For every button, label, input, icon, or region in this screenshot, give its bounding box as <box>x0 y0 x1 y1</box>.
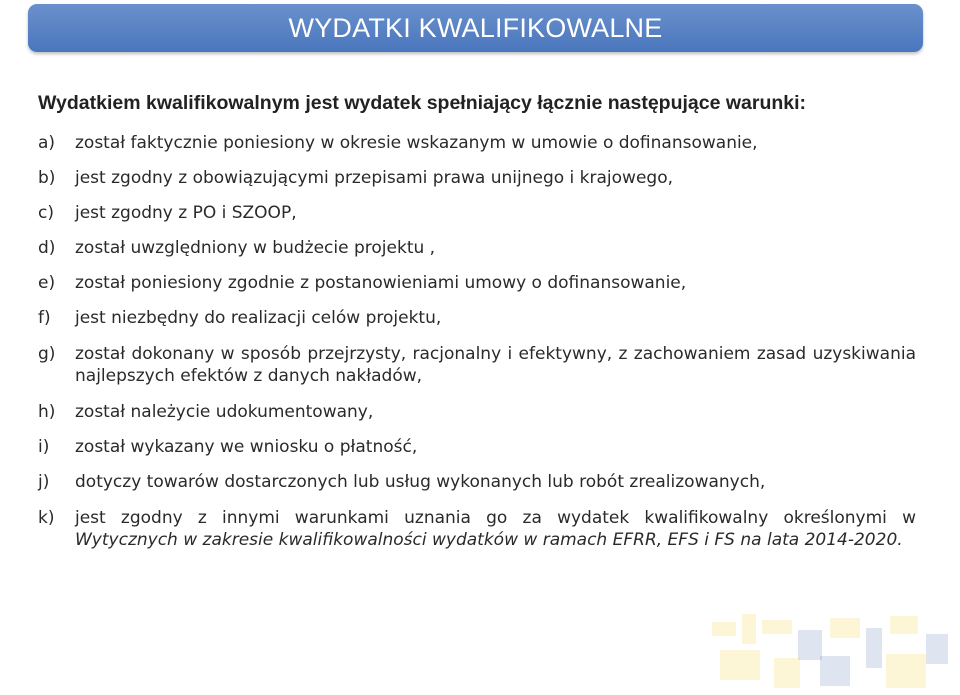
item-letter: b) <box>38 168 56 188</box>
item-text: jest zgodny z obowiązującymi przepisami prawa unijnego i krajowego, <box>75 168 673 188</box>
list-item <box>38 308 916 328</box>
list-item <box>38 273 916 293</box>
item-text: został faktycznie poniesiony w okresie wskazanym w umowie o dofinansowanie, <box>75 133 758 153</box>
item-letter: f) <box>38 308 51 328</box>
list-item <box>38 343 916 387</box>
list-item <box>38 168 916 188</box>
intro-text: Wydatkiem kwalifikowalnym jest wydatek spełniający łącznie następujące warunki: <box>38 92 807 114</box>
item-letter: i) <box>38 437 50 457</box>
flag-piece <box>820 656 850 686</box>
item-letter: d) <box>38 238 56 258</box>
item-text <box>75 507 916 551</box>
flag-piece <box>866 628 882 668</box>
flag-piece <box>742 614 756 644</box>
title-bar <box>28 4 923 52</box>
item-text: został należycie udokumentowany, <box>75 402 374 422</box>
item-letter: a) <box>38 133 56 153</box>
item-letter: e) <box>38 273 56 293</box>
flag-piece <box>720 650 760 680</box>
item-letter: j) <box>38 472 50 492</box>
flag-piece <box>926 634 948 664</box>
list-item <box>38 133 916 153</box>
item-text: jest niezbędny do realizacji celów projektu, <box>75 308 442 328</box>
list-item <box>38 402 916 422</box>
flag-piece <box>798 630 822 660</box>
item-letter: c) <box>38 203 54 223</box>
item-letter: h) <box>38 402 56 422</box>
flag-piece <box>712 622 736 636</box>
flag-piece <box>886 654 926 688</box>
item-text: został dokonany w sposób przejrzysty, racjonalny i efektywny, z zachowaniem zasad uzyskiwania najlepszych efektów z danych nakładów, <box>75 344 916 386</box>
item-letter: k) <box>38 508 55 528</box>
flag-piece <box>762 620 792 634</box>
list-item <box>38 507 916 551</box>
item-text: jest zgodny z PO i SZOOP, <box>75 203 297 223</box>
flag-piece <box>830 618 860 638</box>
flag-piece <box>774 658 800 688</box>
item-text: został uwzględniony w budżecie projektu , <box>75 238 436 258</box>
item-text: dotyczy towarów dostarczonych lub usług wykonanych lub robót zrealizowanych, <box>75 472 766 492</box>
item-text: został wykazany we wniosku o płatność, <box>75 437 418 457</box>
item-text: został poniesiony zgodnie z postanowieniami umowy o dofinansowanie, <box>75 273 687 293</box>
conditions-list <box>38 133 916 566</box>
list-item <box>38 238 916 258</box>
item-text-italic: Wytycznych w zakresie kwalifikowalności wydatków w ramach EFRR, EFS i FS na lata 2014-2020. <box>75 530 903 550</box>
item-text-plain: jest zgodny z innymi warunkami uznania go za wydatek kwalifikowalny określonymi w <box>75 508 916 528</box>
eu-flag-decoration-icon <box>690 610 960 695</box>
list-item <box>38 203 916 223</box>
item-letter: g) <box>38 344 56 364</box>
flag-piece <box>890 616 918 634</box>
list-item <box>38 472 916 492</box>
list-item <box>38 437 916 457</box>
page-title: WYDATKI KWALIFIKOWALNE <box>288 12 663 43</box>
